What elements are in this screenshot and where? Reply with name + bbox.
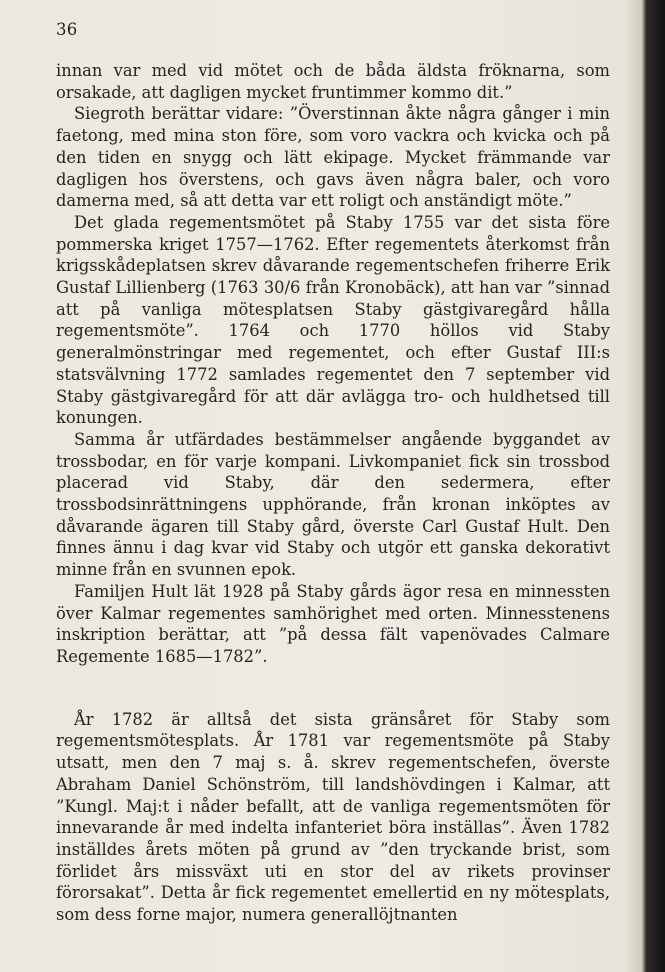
paragraph-siegroth-quote: Siegroth berättar vidare: ”Överstinnan åkte några gånger i min faetong, med mina ston före, som voro vackra och kvicka och på den tiden en snygg och lätt ekipage. Mycket främmande var dagligen hos överstens, och gavs även några baler, och voro damerna med, så att detta var ett roligt och anständigt möte.” — [56, 104, 610, 211]
paragraph-minnessten: Familjen Hult lät 1928 på Staby gårds ägor resa en minnessten över Kalmar regementes samhörighet med orten. Minnesstenens inskription berättar, att ”på dessa fält vapenövades Calmare Regemente 1685—1782”. — [56, 581, 610, 666]
paragraph-regementsmote-1755: Det glada regementsmötet på Staby 1755 var det sista före pommerska kriget 1757—1762. Efter regementets återkomst från krigsskådeplatsen skrev dåvarande regementschefen friherre Erik Gustaf Lillienberg (1763 30/6 från Kronobäck), att han var ”sinnad att på vanliga mötesplatsen Staby gästgivaregård hålla regementsmöte”. 1764 och 1770 höllos vid Staby generalmönstringar med regementet, och efter Gustaf III:s statsvälvning 1772 samlades regementet den 7 september vid Staby gästgivaregård för att där avlägga tro- och huldhetsed till konungen. — [56, 212, 610, 428]
paragraph-trossbodar: Samma år utfärdades bestämmelser angående byggandet av trossbodar, en för varje kompani. Livkompaniet fick sin trossbod placerad vid Staby, där den sedermera, efter trossbodsinrättningens upphörande, från kronan inköptes av dåvarande ägaren till Staby gård, överste Carl Gustaf Hult. Den finnes ännu i dag kvar vid Staby och utgör ett ganska dekorativt minne från en svunnen epok. — [56, 429, 610, 580]
paragraph-1782: År 1782 är alltså det sista gränsåret för Staby som regementsmötesplats. År 1781 var regementsmöte på Staby utsatt, men den 7 maj s. å. skrev regementschefen, överste Abraham Daniel Schönström, till landshövdingen i Kalmar, att ”Kungl. Maj:t i nåder befallt, att de vanliga regementsmöten för innevarande år med indelta infanteriet böra inställas”. Även 1782 inställdes årets möten på grund av ”den tryckande brist, som förlidet års missväxt uti en stor del av rikets provinser förorsakat”. Detta år fick regementet emellertid en ny mötesplats, som dess forne major, numera generallöjtnanten — [56, 709, 610, 925]
body-text — [56, 60, 610, 926]
page-number: 36 — [56, 20, 78, 39]
paragraph-continuation: innan var med vid mötet och de båda äldsta fröknarna, som orsakade, att dagligen mycket fruntimmer kommo dit.” — [56, 61, 610, 102]
